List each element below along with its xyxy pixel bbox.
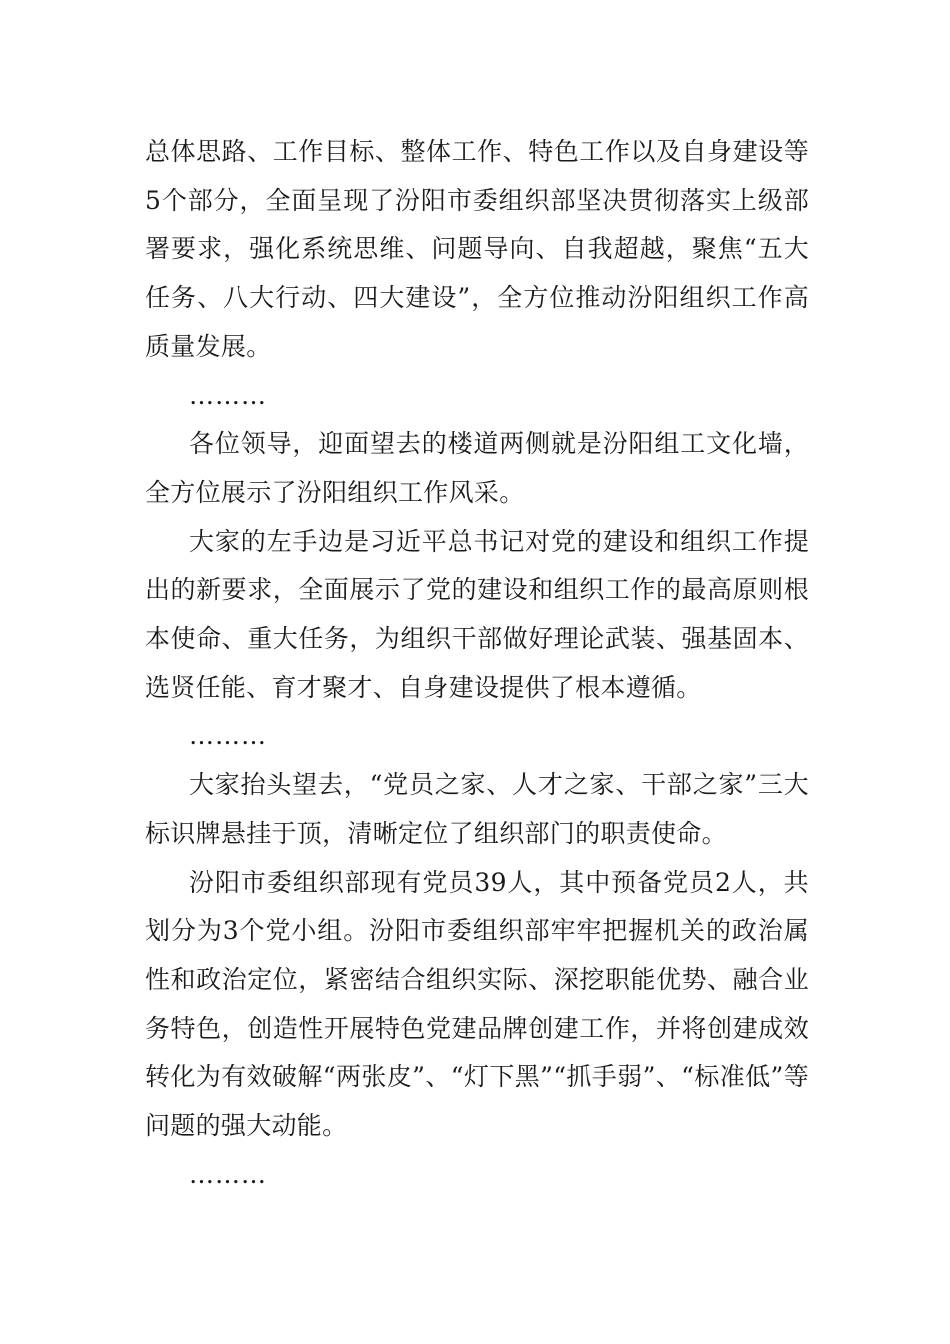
ellipsis-2: ……… [189,721,267,751]
document-body [145,128,809,1199]
paragraph-5: 汾阳市委组织部现有党员39人，其中预备党员2人，共划分为3个党小组。汾阳市委组织部牢牢把握机关的政治属性和政治定位，紧密结合组织实际、深挖职能优势、融合业务特色，创造性开展特色党建品牌创建工作，并将创建成效转化为有效破解“两张皮”、“灯下黑”“抓手弱”、“标准低”等问题的强大动能。 [145,867,809,1141]
paragraph-4: 大家抬头望去，“党员之家、人才之家、干部之家”三大标识牌悬挂于顶，清晰定位了组织部门的职责使命。 [145,770,809,848]
ellipsis-3: ……… [189,1159,267,1189]
paragraph-3: 大家的左手边是习近平总书记对党的建设和组织工作提出的新要求，全面展示了党的建设和组织工作的最高原则根本使命、重大任务，为组织干部做好理论武装、强基固本、选贤任能、育才聚才、自身建设提供了根本遵循。 [145,526,809,702]
paragraph-2: 各位领导，迎面望去的楼道两侧就是汾阳组工文化墙，全方位展示了汾阳组织工作风采。 [145,429,809,507]
paragraph-1: 总体思路、工作目标、整体工作、特色工作以及自身建设等5个部分，全面呈现了汾阳市委组织部坚决贯彻落实上级部署要求，强化系统思维、问题导向、自我超越，聚焦“五大任务、八大行动、四大建设”，全方位推动汾阳组织工作高质量发展。 [145,137,809,361]
ellipsis-1: ……… [189,380,267,410]
